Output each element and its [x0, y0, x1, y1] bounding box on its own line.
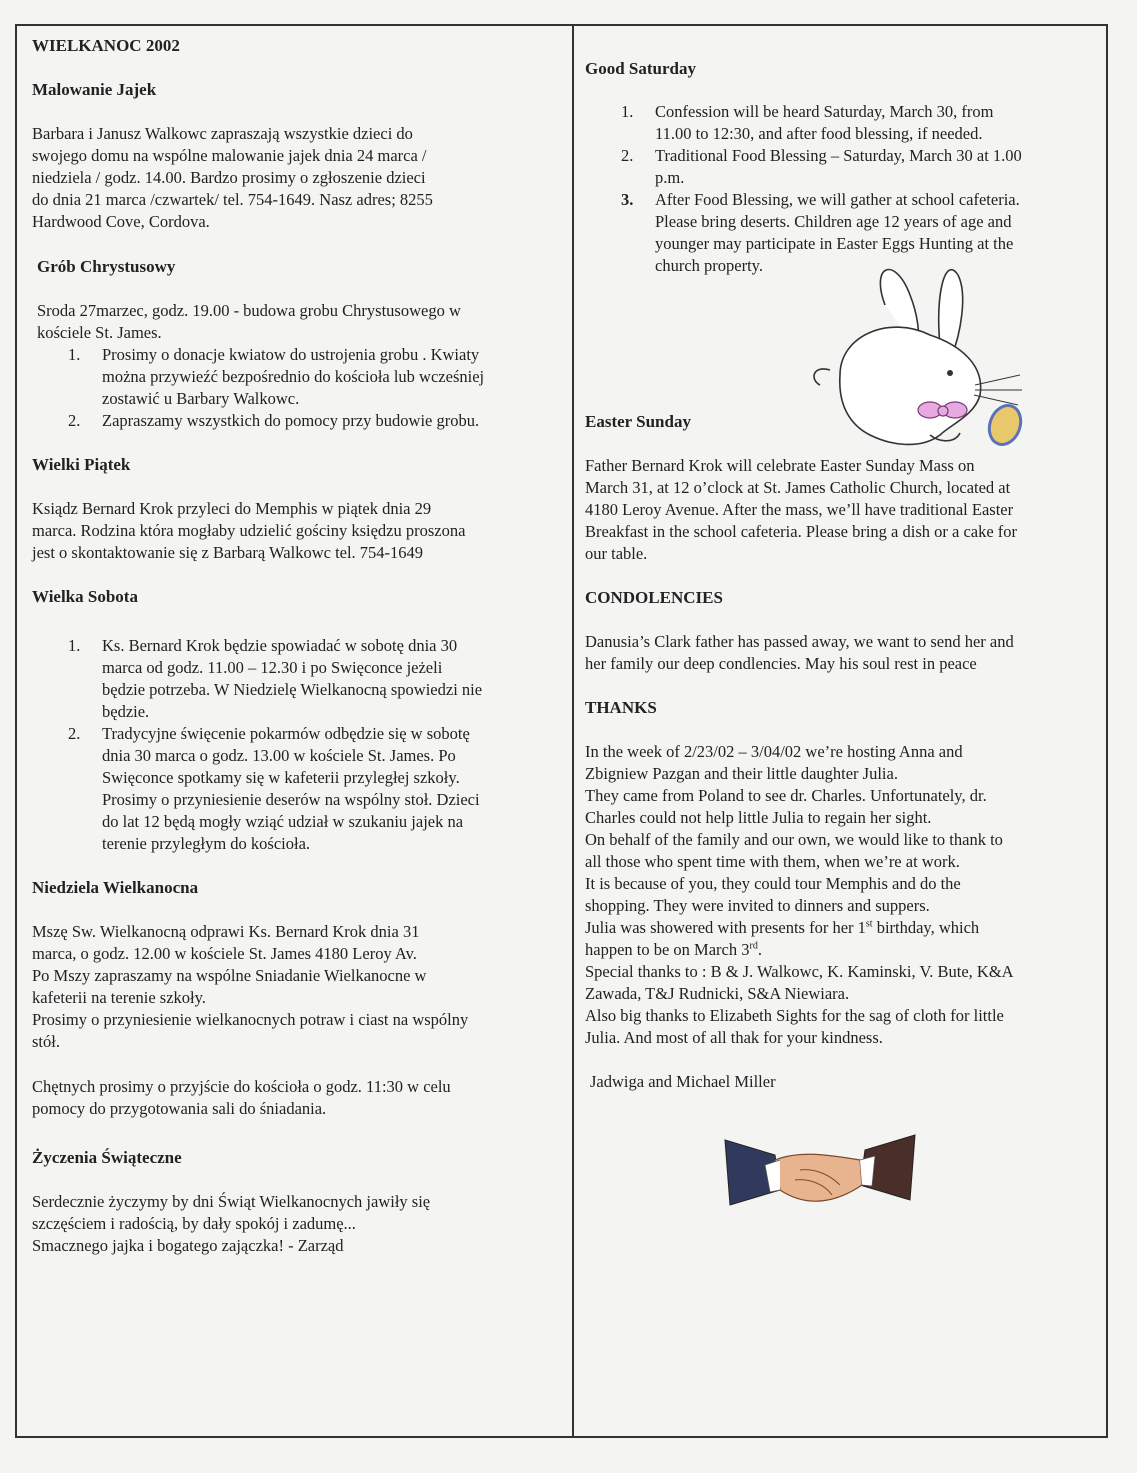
- newsletter-title: WIELKANOC 2002: [32, 36, 180, 55]
- thanks-text: In the week of 2/23/02 – 3/04/02 we’re hosting Anna and Zbigniew Pazgan and their little daughter Julia. They came from Poland to see dr. Charles. Unfortunately, dr. Charles could not help little Julia to regain her sight. On behalf of the family and our own, we would like to thank to all those who spent time with them, when we’re at work. It is because of you, they could tour Memphis and do the shopping. They were invited to dinners and suppers. Julia was showered with presents for her 1st birthday, which happen to be on March 3rd. Special thanks to : B & J. Walkowc, K. Kaminski, V. Bute, K&A Zawada, T&J Rudnicki, S&A Niewiara. Also big thanks to Elizabeth Sights for the sag of cloth for little Julia. And most of all thak for your kindness.: [585, 742, 1014, 1047]
- easter-bunny-icon: [800, 255, 1030, 455]
- list-item: 2. Zapraszamy wszystkich do pomocy przy budowie grobu.: [68, 411, 480, 430]
- piatek-text: Ksiądz Bernard Krok przyleci do Memphis w piątek dnia 29 marca. Rodzina która mogłaby udzielić gościny księdzu proszona jest o skontaktowanie się z Barbarą Walkowc tel. 754-1649: [32, 499, 466, 562]
- thanks-heading: THANKS: [585, 698, 657, 717]
- handshake-icon: [720, 1130, 920, 1215]
- zyczenia-heading: Życzenia Świąteczne: [32, 1148, 182, 1167]
- zyczenia-text: Serdecznie życzymy by dni Świąt Wielkanocnych jawiły się szczęściem i radością, by dały spokój i zadumę... Smacznego jajka i bogatego zajączka! - Zarząd: [32, 1192, 431, 1255]
- list-item: 1. Prosimy o donacje kwiatow do ustrojenia grobu . Kwiaty można przywieźć bezpośrednio do kościoła lub wcześniej zostawić u Barbary Walkowc.: [68, 345, 485, 408]
- list-item: 1. Ks. Bernard Krok będzie spowiadać w sobotę dnia 30 marca od godz. 11.00 – 12.30 i po Swięconce jeżeli będzie potrzeba. W Niedzielę Wielkanocną spowiedzi nie będzie.: [68, 636, 483, 721]
- malowanie-text: Barbara i Janusz Walkowc zapraszają wszystkie dzieci do swojego domu na wspólne malowanie jajek dnia 24 marca / niedziela / godz. 14.00. Bardzo prosimy o zgłoszenie dzieci do dnia 21 marca /czwartek/ tel. 754-1649. Nasz adres; 8255 Hardwood Cove, Cordova.: [32, 124, 433, 231]
- signature: Jadwiga and Michael Miller: [590, 1072, 776, 1091]
- grob-list: [32, 344, 484, 432]
- left-column: [32, 26, 562, 1436]
- list-item: 2. Tradycyjne święcenie pokarmów odbędzie się w sobotę dnia 30 marca o godz. 13.00 w kościele St. James. Po Swięconce spotkamy się w kafeterii przyległej szkoły. Prosimy o przyniesienie deserów na wspólny stoł. Dzieci do lat 12 będą mogły wziąć udział w szukaniu jajek na terenie przyległym do kościoła.: [68, 724, 480, 853]
- easter-sunday-heading: Easter Sunday: [585, 412, 691, 431]
- sobota-list: [32, 635, 482, 855]
- niedziela-text-2: Chętnych prosimy o przyjście do kościoła o godz. 11:30 w celu pomocy do przygotowania sali do śniadania.: [32, 1077, 451, 1118]
- sobota-heading: Wielka Sobota: [32, 587, 138, 606]
- malowanie-heading: Malowanie Jajek: [32, 80, 157, 99]
- niedziela-text: Mszę Sw. Wielkanocną odprawi Ks. Bernard Krok dnia 31 marca, o godz. 12.00 w kościele St. James 4180 Leroy Av. Po Mszy zapraszamy na wspólne Sniadanie Wielkanocne w kafeterii na terenie szkoły. Prosimy o przyniesienie wielkanocnych potraw i ciast na wspólny stół.: [32, 922, 469, 1051]
- right-column: [585, 26, 1100, 1436]
- column-divider: [572, 26, 574, 1436]
- list-item: 1. Confession will be heard Saturday, March 30, from 11.00 to 12:30, and after food blessing, if needed.: [621, 102, 994, 143]
- niedziela-heading: Niedziela Wielkanocna: [32, 878, 199, 897]
- good-saturday-list: [585, 101, 1022, 277]
- newsletter-page: [15, 24, 1108, 1438]
- grob-intro: Sroda 27marzec, godz. 19.00 - budowa grobu Chrystusowego w kościele St. James.: [37, 301, 461, 342]
- piatek-heading: Wielki Piątek: [32, 455, 131, 474]
- list-item: 2. Traditional Food Blessing – Saturday, March 30 at 1.00 p.m.: [621, 146, 1022, 187]
- condolences-text: Danusia’s Clark father has passed away, we want to send her and her family our deep condlencies. May his soul rest in peace: [585, 632, 1014, 673]
- easter-sunday-text: Father Bernard Krok will celebrate Easter Sunday Mass on March 31, at 12 o’clock at St. James Catholic Church, located at 4180 Leroy Avenue. After the mass, we’ll have traditional Easter Breakfast in the school cafeteria. Please bring a dish or a cake for our table.: [585, 456, 1018, 563]
- list-item: 3. After Food Blessing, we will gather at school cafeteria. Please bring deserts. Children age 12 years of age and younger may participate in Easter Eggs Hunting at the church property.: [621, 190, 1020, 275]
- grob-heading: Grób Chrystusowy: [37, 257, 176, 276]
- good-saturday-heading: Good Saturday: [585, 59, 696, 78]
- condolences-heading: CONDOLENCIES: [585, 588, 723, 607]
